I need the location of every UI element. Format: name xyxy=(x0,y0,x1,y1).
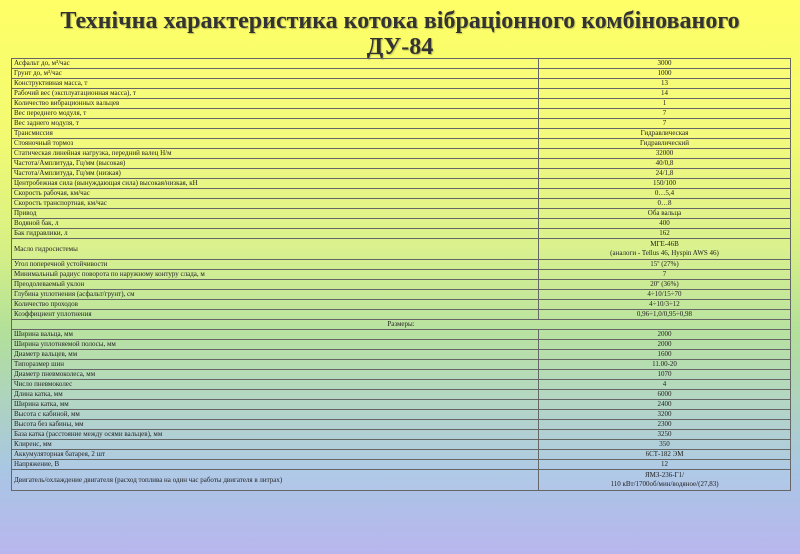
value-cell: 1070 xyxy=(539,370,791,380)
param-cell: Двигатель/охлаждение двигателя (расход топлива на один час работы двигателя в литрах) xyxy=(12,470,539,491)
value-cell: Оба вальца xyxy=(539,209,791,219)
table-row xyxy=(12,380,791,390)
table-row xyxy=(12,410,791,420)
param-cell: Конструктивная масса, т xyxy=(12,79,539,89)
value-cell: 7 xyxy=(539,119,791,129)
value-cell: 2300 xyxy=(539,420,791,430)
value-cell: 4÷10/3÷12 xyxy=(539,300,791,310)
param-cell: Статическая линейная нагрузка, передний валец Н/м xyxy=(12,149,539,159)
param-cell: Типоразмер шин xyxy=(12,360,539,370)
value-cell: 32000 xyxy=(539,149,791,159)
param-cell: Скорость рабочая, км/час xyxy=(12,189,539,199)
table-row xyxy=(12,430,791,440)
value-cell: 14 xyxy=(539,89,791,99)
table-row xyxy=(12,149,791,159)
table-row xyxy=(12,229,791,239)
value-cell: 0…8 xyxy=(539,199,791,209)
param-cell: Грунт до, м³/час xyxy=(12,69,539,79)
param-cell: Высота без кабины, мм xyxy=(12,420,539,430)
value-cell: 150/100 xyxy=(539,179,791,189)
table-row xyxy=(12,390,791,400)
value-cell: 24/1,8 xyxy=(539,169,791,179)
table-row xyxy=(12,360,791,370)
param-cell: Диаметр пневмоколеса, мм xyxy=(12,370,539,380)
table-row xyxy=(12,109,791,119)
value-cell: 4÷10/15÷70 xyxy=(539,290,791,300)
value-cell: 0…5,4 xyxy=(539,189,791,199)
spec-table-container xyxy=(11,58,791,554)
table-row xyxy=(12,59,791,69)
table-row xyxy=(12,340,791,350)
value-cell xyxy=(539,239,791,260)
table-row xyxy=(12,400,791,410)
table-row xyxy=(12,129,791,139)
param-cell: База катка (расстояние между осями вальцев), мм xyxy=(12,430,539,440)
value-cell: 20º (36%) xyxy=(539,280,791,290)
table-row xyxy=(12,69,791,79)
param-cell: Напряжение, В xyxy=(12,460,539,470)
param-cell: Центробежная сила (вынуждающая сила) высокая/низкая, кН xyxy=(12,179,539,189)
param-cell: Ширина катка, мм xyxy=(12,400,539,410)
table-row xyxy=(12,270,791,280)
value-cell: 6000 xyxy=(539,390,791,400)
param-cell: Частота/Амплитуда, Гц/мм (высокая) xyxy=(12,159,539,169)
table-row xyxy=(12,169,791,179)
param-cell: Количество вибрационных вальцев xyxy=(12,99,539,109)
value-cell: 350 xyxy=(539,440,791,450)
param-cell: Вес заднего модуля, т xyxy=(12,119,539,129)
value-cell: 162 xyxy=(539,229,791,239)
table-row xyxy=(12,79,791,89)
table-row xyxy=(12,310,791,320)
table-row xyxy=(12,239,791,260)
param-cell: Ширина вальца, мм xyxy=(12,330,539,340)
param-cell: Глубина уплотнения (асфальт/грунт), см xyxy=(12,290,539,300)
table-row xyxy=(12,99,791,109)
value-cell xyxy=(539,470,791,491)
table-row xyxy=(12,440,791,450)
value-cell: 1000 xyxy=(539,69,791,79)
value-cell: 13 xyxy=(539,79,791,89)
param-cell: Трансмиссия xyxy=(12,129,539,139)
param-cell: Диаметр вальцев, мм xyxy=(12,350,539,360)
table-row xyxy=(12,260,791,270)
table-row xyxy=(12,330,791,340)
value-cell: 6СТ-182 ЭМ xyxy=(539,450,791,460)
param-cell: Коэффициент уплотнения xyxy=(12,310,539,320)
table-row xyxy=(12,300,791,310)
table-row xyxy=(12,89,791,99)
value-cell: Гидравлический xyxy=(539,139,791,149)
table-row xyxy=(12,470,791,491)
value-cell: 1600 xyxy=(539,350,791,360)
table-row xyxy=(12,199,791,209)
value-cell: 3250 xyxy=(539,430,791,440)
section-header-dimensions: Размеры: xyxy=(12,320,791,330)
value-line-2: 110 кВт/1700об/мин/водяное/(27,83) xyxy=(610,480,719,488)
param-cell: Длина катка, мм xyxy=(12,390,539,400)
table-row xyxy=(12,450,791,460)
value-cell: 3000 xyxy=(539,59,791,69)
spec-table xyxy=(11,58,791,491)
table-row xyxy=(12,290,791,300)
table-row xyxy=(12,179,791,189)
value-cell: 15º (27%) xyxy=(539,260,791,270)
table-row xyxy=(12,119,791,129)
value-cell: 0,96÷1,0/0,95÷0,98 xyxy=(539,310,791,320)
table-row xyxy=(12,189,791,199)
param-cell: Аккумуляторная батарея, 2 шт xyxy=(12,450,539,460)
table-row xyxy=(12,370,791,380)
title-line-1: Технічна характеристика котока вібраціонного комбінованого xyxy=(60,8,740,34)
param-cell: Привод xyxy=(12,209,539,219)
table-row xyxy=(12,159,791,169)
param-cell: Частота/Амплитуда, Гц/мм (низкая) xyxy=(12,169,539,179)
value-cell: 3200 xyxy=(539,410,791,420)
value-cell: 2400 xyxy=(539,400,791,410)
value-line-2: (аналоги - Tellus 46, Hyspin AWS 46) xyxy=(610,249,719,257)
value-cell: 2000 xyxy=(539,340,791,350)
param-cell: Преодолеваемый уклон xyxy=(12,280,539,290)
param-cell: Водяной бак, л xyxy=(12,219,539,229)
param-cell: Вес переднего модуля, т xyxy=(12,109,539,119)
table-row xyxy=(12,350,791,360)
param-cell: Асфальт до, м³/час xyxy=(12,59,539,69)
param-cell: Клиренс, мм xyxy=(12,440,539,450)
param-cell: Бак гидравлики, л xyxy=(12,229,539,239)
param-cell: Ширина уплотняемой полосы, мм xyxy=(12,340,539,350)
table-row xyxy=(12,420,791,430)
table-row xyxy=(12,139,791,149)
section-header-row xyxy=(12,320,791,330)
param-cell: Угол поперечной устойчивости xyxy=(12,260,539,270)
value-cell: Гидравлическая xyxy=(539,129,791,139)
table-row xyxy=(12,219,791,229)
value-cell: 7 xyxy=(539,270,791,280)
param-cell: Рабочий вес (эксплуатационная масса), т xyxy=(12,89,539,99)
value-cell: 11.00-20 xyxy=(539,360,791,370)
param-cell: Количество проходов xyxy=(12,300,539,310)
value-cell: 400 xyxy=(539,219,791,229)
value-cell: 7 xyxy=(539,109,791,119)
param-cell: Масло гидросистемы xyxy=(12,239,539,260)
value-line-1: МГЕ-46В xyxy=(650,240,679,248)
param-cell: Скорость транспортная, км/час xyxy=(12,199,539,209)
value-cell: 1 xyxy=(539,99,791,109)
table-row xyxy=(12,280,791,290)
spec-table-body xyxy=(12,59,791,491)
param-cell: Высота с кабиной, мм xyxy=(12,410,539,420)
value-cell: 2000 xyxy=(539,330,791,340)
param-cell: Число пневмоколес xyxy=(12,380,539,390)
table-row xyxy=(12,460,791,470)
value-cell: 4 xyxy=(539,380,791,390)
table-row xyxy=(12,209,791,219)
value-cell: 12 xyxy=(539,460,791,470)
param-cell: Минимальный радиус поворота по наружному контуру слада, м xyxy=(12,270,539,280)
param-cell: Стояночный тормоз xyxy=(12,139,539,149)
value-cell: 40/0,8 xyxy=(539,159,791,169)
title-line-2: ДУ-84 xyxy=(366,34,434,60)
value-line-1: ЯМЗ-236-Г1/ xyxy=(644,471,685,479)
